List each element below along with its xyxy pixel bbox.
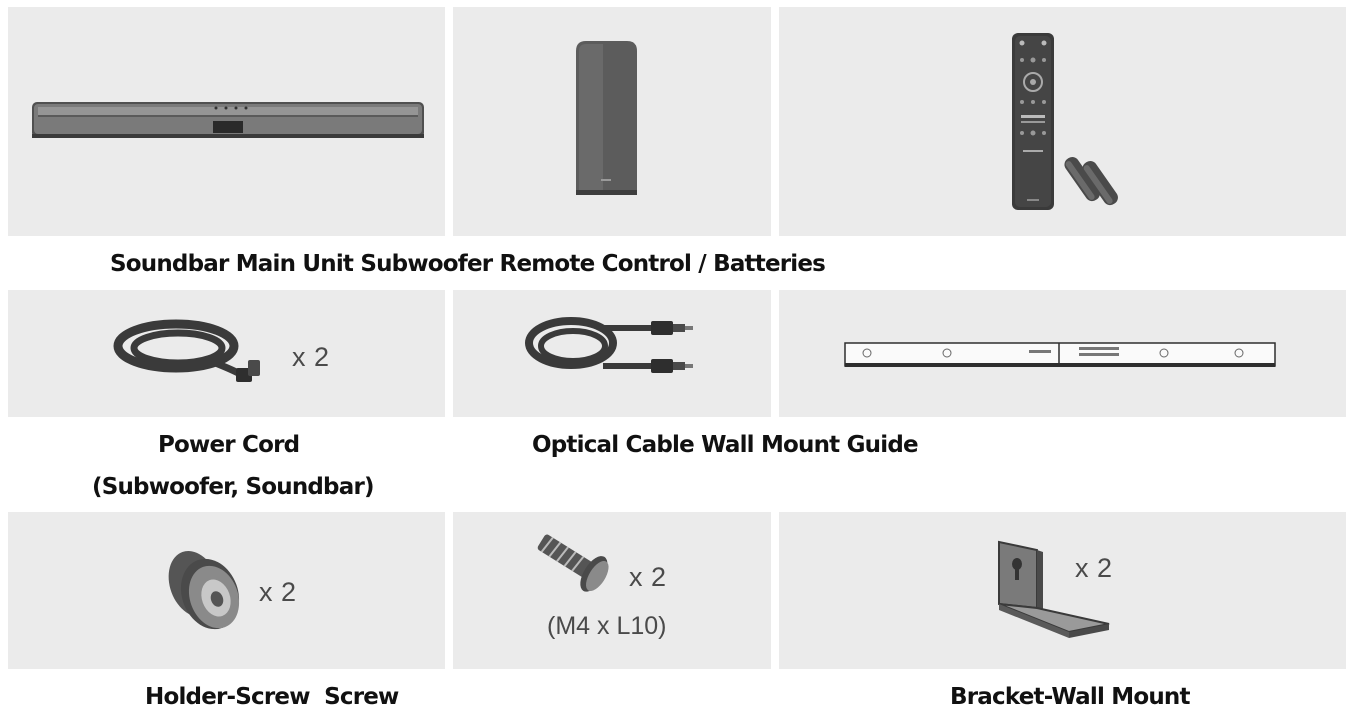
bracket-wall-mount-image <box>779 512 1346 669</box>
power-cord-image <box>8 290 445 417</box>
bracket-quantity: x 2 <box>1075 553 1113 583</box>
holder-screw-tile <box>8 512 445 669</box>
holder-screw-caption: Holder-Screw Screw <box>145 684 399 710</box>
remote-batteries-image <box>779 7 1346 236</box>
power-cord-caption-line2: (Subwoofer, Soundbar) <box>92 474 374 500</box>
screw-quantity: x 2 <box>629 562 667 592</box>
wall-mount-guide-image <box>779 290 1346 417</box>
screw-spec: (M4 x L10) <box>547 612 667 640</box>
subwoofer-tile <box>453 7 771 236</box>
soundbar-image <box>8 7 445 236</box>
bracket-tile <box>779 512 1346 669</box>
power-cord-tile <box>8 290 445 417</box>
row1-caption: Soundbar Main Unit Subwoofer Remote Control / Batteries <box>110 251 826 277</box>
subwoofer-image <box>453 7 771 236</box>
remote-tile <box>779 7 1346 236</box>
wall-mount-guide-tile <box>779 290 1346 417</box>
optical-wall-caption: Optical Cable Wall Mount Guide <box>532 432 918 458</box>
screw-image <box>453 512 771 669</box>
power-cord-quantity: x 2 <box>292 342 330 372</box>
screw-tile <box>453 512 771 669</box>
holder-screw-quantity: x 2 <box>259 577 297 607</box>
optical-cable-tile <box>453 290 771 417</box>
soundbar-tile <box>8 7 445 236</box>
holder-screw-image <box>8 512 445 669</box>
power-cord-caption-line1: Power Cord <box>158 432 300 458</box>
bracket-caption: Bracket-Wall Mount <box>950 684 1190 710</box>
optical-cable-image <box>453 290 771 417</box>
